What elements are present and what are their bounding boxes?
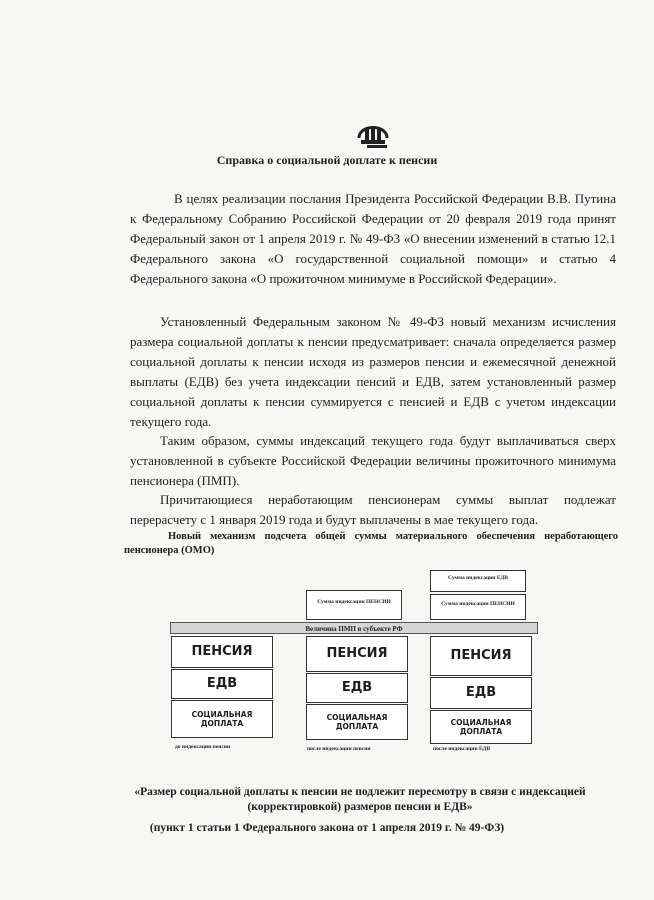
paragraph-2: Установленный Федеральным законом № 49-ФЗ новый механизм исчисления размера социальной доплаты к пенсии предусматривает: сначала определяется размер социальной доплаты к пенсии исходя из размеров пенсии и ежемесячной денежной выплаты (ЕДВ) без учета индексации пенсий и ЕДВ, затем установленный размер социальной доплаты к пенсии суммируется с пенсией и ЕДВ с учетом индексации текущего года.: [130, 314, 616, 429]
social-supplement-box-col2: [306, 704, 408, 740]
pfr-logo: [355, 118, 391, 150]
pension-label: ПЕНСИЯ: [191, 644, 253, 659]
index-pension-box-col3: [430, 594, 526, 620]
law-reference: (пункт 1 статьи 1 Федерального закона от 1 апреля 2019 г. № 49-ФЗ): [149, 822, 505, 834]
social-supplement-box-col3: [430, 710, 532, 744]
caption-before-indexation: до индексации пенсии: [175, 744, 231, 750]
paragraph-3: Таким образом, суммы индексаций текущего года будут выплачиваться сверх установленной в субъекте Российской Федерации величины прожиточного минимума пенсионера (ПМП).: [130, 433, 616, 488]
pension-label: ПЕНСИЯ: [450, 648, 512, 663]
index-pension-label-col3: Сумма индексации ПЕНСИИ: [441, 601, 515, 607]
caption-after-edv-indexation: после индексации ЕДВ: [433, 746, 491, 752]
index-pension-label-col2: Сумма индексации ПЕНСИИ: [317, 599, 391, 605]
pension-box-col1: [171, 636, 273, 668]
social-supplement-box-col1: [171, 700, 273, 738]
paragraph-1: В целях реализации послания Президента Российской Федерации В.В. Путина к Федеральному Собранию Российской Федерации от 20 февраля 2019 года принят Федеральный закон от 1 апреля 2019 г. № 49-ФЗ «О внесении изменений в статью 12.1 Федерального закона «О государственной социальной помощи» и статью 4 Федерального закона «О прожиточном минимуме в Российской Федерации».: [130, 191, 616, 286]
edv-box-col3: [430, 677, 532, 709]
omo-diagram: [165, 568, 545, 758]
index-edv-label: Сумма индексации ЕДВ: [448, 575, 508, 581]
edv-label: ЕДВ: [341, 680, 373, 695]
index-edv-box: [430, 570, 526, 592]
law-quote: «Размер социальной доплаты к пенсии не подлежит пересмотру в связи с индексацией (корректировкой) размеров пенсии и ЕДВ»: [134, 786, 586, 813]
index-pension-box-col2: [306, 590, 402, 620]
mechanism-heading: Новый механизм подсчета общей суммы материального обеспечения неработающего пенсионера (ОМО): [124, 531, 618, 556]
paragraph-4: Причитающиеся неработающим пенсионерам суммы выплат подлежат перерасчету с 1 января 2019 года и будут выплачены в мае текущего года.: [130, 492, 616, 527]
edv-label: ЕДВ: [465, 685, 497, 700]
pmp-band: Величина ПМП в субъекте РФ: [170, 622, 538, 634]
social-supplement-label: СОЦИАЛЬНАЯ ДОПЛАТА: [191, 710, 253, 728]
edv-box-col2: [306, 673, 408, 703]
social-supplement-label: СОЦИАЛЬНАЯ ДОПЛАТА: [450, 718, 512, 736]
pension-box-col2: [306, 636, 408, 672]
caption-after-pension-indexation: после индексации пенсии: [307, 746, 371, 752]
edv-label: ЕДВ: [206, 676, 238, 691]
pension-box-col3: [430, 636, 532, 676]
document-title: Справка о социальной доплате к пенсии: [216, 153, 438, 167]
pension-label: ПЕНСИЯ: [326, 646, 388, 661]
edv-box-col1: [171, 669, 273, 699]
social-supplement-label: СОЦИАЛЬНАЯ ДОПЛАТА: [326, 713, 388, 731]
